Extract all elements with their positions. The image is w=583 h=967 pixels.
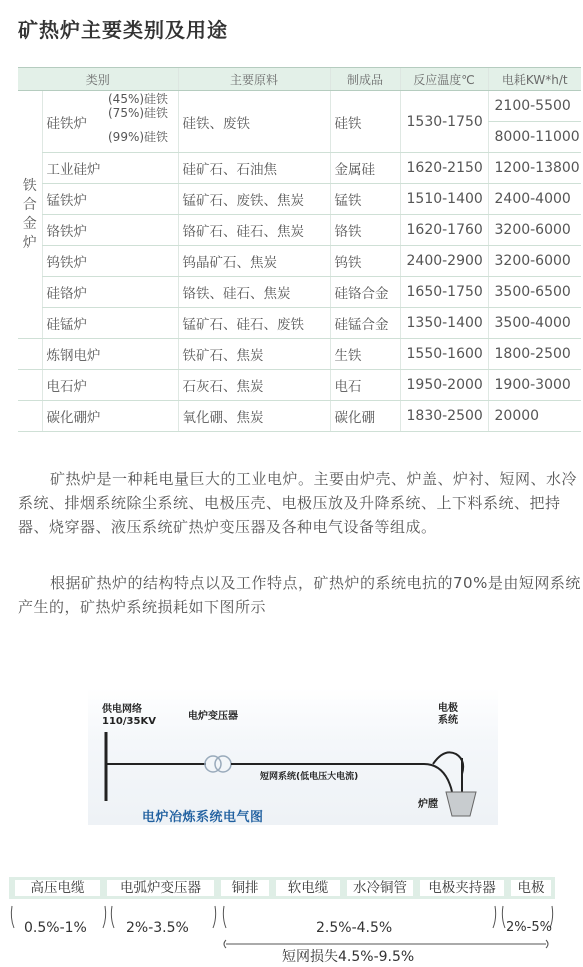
- cell-material: 锰矿石、硅石、废铁: [178, 308, 330, 339]
- cell-energy: 8000-11000: [488, 122, 581, 153]
- cell-energy: 3500-6500: [488, 277, 581, 308]
- cell-product: 锰铁: [330, 184, 400, 215]
- cell-energy: 1800-2500: [488, 339, 581, 370]
- furnace-label: 炉膛: [418, 799, 438, 810]
- cell-material: 石灰石、焦炭: [178, 370, 330, 401]
- cell-temperature: 1620-2150: [400, 153, 488, 184]
- cell-temperature: 1510-1400: [400, 184, 488, 215]
- cell-product: 生铁: [330, 339, 400, 370]
- group-label-ferroalloy: 铁 合 金 炉: [18, 91, 42, 339]
- cell-name: 钨铁炉: [42, 246, 178, 277]
- cell-temperature: 1650-1750: [400, 277, 488, 308]
- cell-temperature: 1620-1760: [400, 215, 488, 246]
- cell-product: 金属硅: [330, 153, 400, 184]
- cell-subtype: (99%)硅铁: [106, 122, 178, 153]
- cell-product: 铬铁: [330, 215, 400, 246]
- cell-temperature: 1350-1400: [400, 308, 488, 339]
- loss-cat-water-cooled-pipe: 水冷铜管: [347, 880, 413, 896]
- cell-name: 锰铁炉: [42, 184, 178, 215]
- cell-energy: 3200-6000: [488, 215, 581, 246]
- cell-name: 工业硅炉: [42, 153, 178, 184]
- cell-subtype: (45%)硅铁 (75%)硅铁: [108, 92, 169, 121]
- cell-temperature: 1950-2000: [400, 370, 488, 401]
- cell-energy: 2400-4000: [488, 184, 581, 215]
- cell-name: 硅锰炉: [42, 308, 178, 339]
- header-category: 类别: [18, 68, 178, 91]
- header-temperature: 反应温度℃: [400, 68, 488, 91]
- cell-energy: 2100-5500: [488, 91, 581, 122]
- cell-name: 铬铁炉: [42, 215, 178, 246]
- loss-value-hv-cable: 0.5%-1%: [24, 920, 87, 936]
- transformer-label: 电炉变压器: [188, 711, 238, 722]
- cell-product: 钨铁: [330, 246, 400, 277]
- loss-cat-electrode: 电极: [511, 880, 551, 896]
- cell-product: 硅铬合金: [330, 277, 400, 308]
- cell-name: 炼钢电炉: [42, 339, 178, 370]
- loss-cat-hv-cable: 高压电缆: [15, 880, 100, 896]
- cell-material: 硅铁、废铁: [178, 91, 330, 153]
- intro-paragraph: 矿热炉是一种耗电量巨大的工业电炉。主要由炉壳、炉盖、炉衬、短网、水冷系统、排烟系统除尘系统、电极压壳、电极压放及升降系统、上下料系统、把持器、烧穿器、液压系统矿热炉变压器及各种电气设备等组成。: [18, 470, 578, 536]
- page-title: 矿热炉主要类别及用途: [18, 18, 228, 42]
- reactance-paragraph: 根据矿热炉的结构特点以及工作特点，矿热炉的系统电抗的70%是由短网系统产生的，矿热炉系统损耗如下图所示: [18, 574, 581, 616]
- short-net-label: 短网系统(低电压大电流): [260, 772, 359, 782]
- loss-cat-electrode-holder: 电极夹持器: [420, 880, 504, 896]
- cell-energy: 1200-13800: [488, 153, 581, 184]
- cell-material: 锰矿石、废铁、焦炭: [178, 184, 330, 215]
- cell-energy: 1900-3000: [488, 370, 581, 401]
- cell-temperature: 1530-1750: [400, 91, 488, 153]
- loss-value-transformer: 2%-3.5%: [126, 920, 189, 936]
- loss-cat-soft-cable: 软电缆: [276, 880, 340, 896]
- cell-energy: 3500-4000: [488, 308, 581, 339]
- header-product: 制成品: [330, 68, 400, 91]
- header-energy: 电耗KW*h/t: [488, 68, 581, 91]
- cell-name: 硅铬炉: [42, 277, 178, 308]
- cell-material: 铬铁、硅石、焦炭: [178, 277, 330, 308]
- supply-network-label: 供电网络: [102, 704, 142, 715]
- cell-name: 硅铁炉: [42, 91, 106, 153]
- cell-material: 铬矿石、硅石、焦炭: [178, 215, 330, 246]
- cell-material: 氧化硼、焦炭: [178, 401, 330, 432]
- cell-product: 碳化硼: [330, 401, 400, 432]
- cell-temperature: 1550-1600: [400, 339, 488, 370]
- cell-material: 钨晶矿石、焦炭: [178, 246, 330, 277]
- header-material: 主要原料: [178, 68, 330, 91]
- cell-energy: 20000: [488, 401, 581, 432]
- loss-total: 短网损失4.5%-9.5%: [282, 949, 415, 965]
- cell-material: 铁矿石、焦炭: [178, 339, 330, 370]
- cell-name: 碳化硼炉: [42, 401, 178, 432]
- cell-temperature: 1830-2500: [400, 401, 488, 432]
- cell-material: 硅矿石、石油焦: [178, 153, 330, 184]
- loss-value-electrode: 2%-5%: [506, 920, 552, 935]
- cell-product: 硅铁: [330, 91, 400, 153]
- cell-temperature: 2400-2900: [400, 246, 488, 277]
- cell-energy: 3200-6000: [488, 246, 581, 277]
- cell-product: 电石: [330, 370, 400, 401]
- supply-voltage-label: 110/35KV: [102, 716, 156, 727]
- electrode-label: 电极 系统: [438, 703, 458, 726]
- loss-value-short-net: 2.5%-4.5%: [316, 920, 393, 936]
- diagram-caption: 电炉冶炼系统电气图: [142, 810, 264, 825]
- loss-cat-copper-bar: 铜排: [221, 880, 269, 896]
- loss-cat-transformer: 电弧炉变压器: [107, 880, 214, 896]
- cell-name: 电石炉: [42, 370, 178, 401]
- cell-product: 硅锰合金: [330, 308, 400, 339]
